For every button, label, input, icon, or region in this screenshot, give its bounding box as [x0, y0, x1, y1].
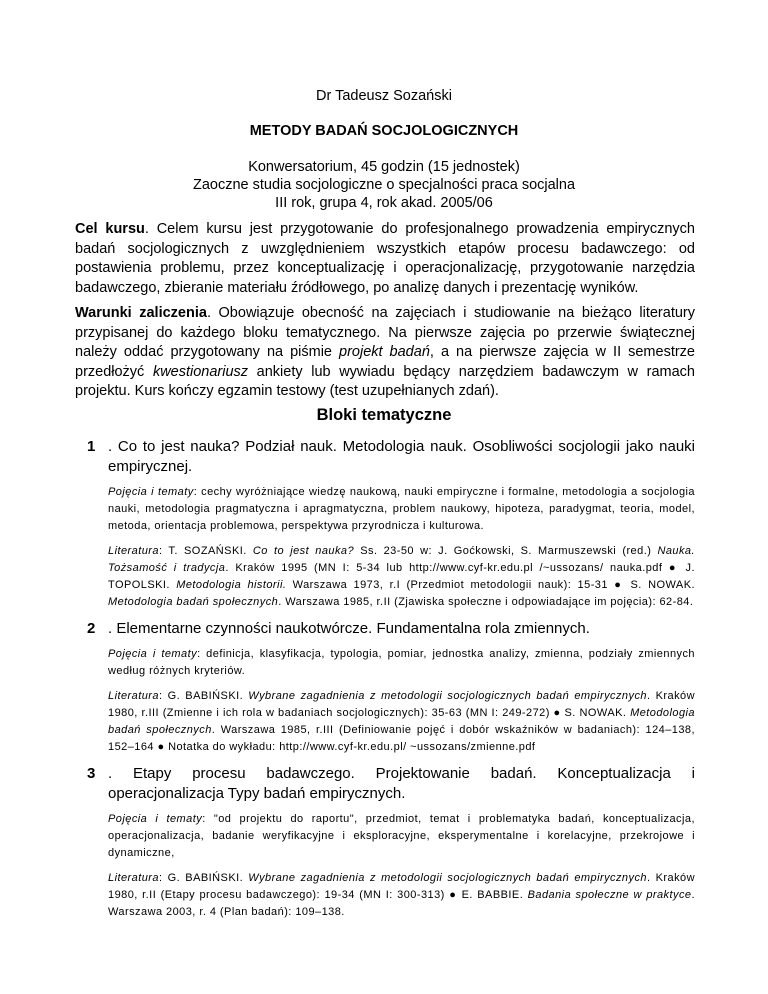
literature-label: Literatura: [108, 690, 159, 702]
blocks-section-title: Bloki tematyczne: [316, 406, 452, 424]
conditions-emphasis: kwestionariusz: [152, 363, 249, 380]
block-topics: [108, 484, 695, 535]
topics-text: : definicja, klasyfikacja, typologia, pomiar, jednostka analizy, zmienna, podziały zmiennych według różnych kryteriów.: [108, 648, 695, 677]
literature-title: Metodologia badań społecznych: [108, 707, 695, 736]
literature-title: Wybrane zagadnienia z metodologii socjologicznych badań empirycznych: [248, 872, 647, 884]
literature-text: : G. BABIŃSKI.: [158, 690, 249, 702]
literature-text: . Kraków 1980, r.II (Etapy procesu badawczego): 19-34 (MN I: 300-313) ● E. BABBIE.: [108, 872, 695, 901]
literature-title: Wybrane zagadnienia z metodologii socjologicznych badań empirycznych: [248, 690, 647, 702]
course-info: [0, 158, 768, 212]
course-goal-lead: Cel kursu: [75, 221, 145, 237]
literature-text: : G. BABIŃSKI.: [158, 872, 249, 884]
conditions-text: , a na pierwsze zajęcia w II semestrze przedłożyć: [75, 344, 696, 380]
conditions-emphasis: projekt badań: [339, 344, 430, 360]
course-goal-text: . Celem kursu jest przygotowanie do profesjonalnego prowadzenia empirycznych badań socjologicznych z uwzględnieniem wszystkich etapów procesu badawczego: od postawienia problemu, przez konceptualizację i operacjonalizację, przygotowanie narzędzia badawczego, zbieranie materiału źródłowego, po analizę danych i prezentację wyników.: [75, 221, 695, 296]
conditions-text: ankiety lub wywiadu będący narzędziem badawczym w ramach projektu. Kurs kończy egzamin testowy (test uzupełnianych zdań).: [75, 363, 695, 399]
literature-title: Metodologia historii.: [176, 579, 287, 591]
course-info-line: Konwersatorium, 45 godzin (15 jednostek): [248, 159, 520, 175]
thematic-block: [87, 619, 695, 756]
literature-text: Ss. 23-50 w: J. Goćkowski, S. Marmuszewski (red.): [354, 545, 658, 557]
topics-label: Pojęcia i tematy: [108, 813, 203, 825]
literature-label: Literatura: [108, 872, 159, 884]
literature-text: . Warszawa 1985, r.III (Definiowanie pojęć i dobór wskaźników w badaniach): 124–138, 152–164 ● Notatka do wykładu: http://www.cyf-kr.edu.pl/ ~ussozans/zmienne.pdf: [108, 724, 695, 753]
block-heading-text: . Elementarne czynności naukotwórcze. Fundamentalna rola zmiennych.: [108, 620, 590, 637]
literature-text: . Warszawa 1985, r.II (Zjawiska społeczne i odpowiadające im pojęcia): 62-84.: [278, 596, 694, 608]
conditions-lead: Warunki zaliczenia: [75, 305, 207, 321]
literature-title: Badania społeczne w praktyce: [527, 889, 692, 901]
course-info-line: III rok, grupa 4, rok akad. 2005/06: [275, 195, 493, 211]
literature-text: . Warszawa 2003, r. 4 (Plan badań): 109–138.: [108, 889, 696, 918]
topics-text: : "od projektu do raportu", przedmiot, temat i problematyka badań, konceptualizacja, operacjonalizacja, badanie weryfikacyjne i eksploracyjne, eksperymentalne i korelacyjne, przekrojowe i dynamiczne,: [108, 813, 695, 859]
course-goal-paragraph: [75, 220, 695, 298]
thematic-block: [87, 764, 695, 921]
literature-text: : T. SOZAŃSKI.: [158, 545, 253, 557]
block-heading: [87, 619, 695, 639]
literature-title: Metodologia badań społecznych: [108, 596, 279, 608]
literature-title: Co to jest nauka?: [252, 545, 355, 557]
conditions-paragraph: [75, 304, 695, 402]
literature-text: . Kraków 1995 (MN I: 5-34 lub http://www.cyf-kr.edu.pl /~ussozans/ nauka.pdf ● J. TOPOLSKI.: [108, 562, 695, 591]
author-line: Dr Tadeusz Sozański: [316, 88, 452, 104]
conditions-text: . Obowiązuje obecność na zajęciach i studiowanie na bieżąco literatury przypisanej do każdego bloku tematycznego. Na pierwsze zajęcia po przerwie świątecznej należy oddać przygotowany na piśmie: [75, 305, 695, 360]
topics-label: Pojęcia i tematy: [108, 648, 198, 660]
thematic-block: [87, 437, 695, 611]
topics-label: Pojęcia i tematy: [108, 486, 194, 498]
block-literature: [108, 870, 695, 921]
block-literature: [108, 543, 695, 611]
block-heading: [87, 437, 695, 477]
blocks-list: [87, 437, 695, 929]
topics-text: : cechy wyróżniające wiedzę naukową, nauki empiryczne i formalne, metodologia a socjologia nauki, metodologia pragmatyczna i apragmatyczna, problem naukowy, hipoteza, paradygmat, teoria, model, metoda, orientacja problemowa, perspektywa przyrodnicza i kulturowa.: [108, 486, 695, 532]
block-number: 3: [87, 765, 96, 782]
literature-title: Nauka. Tożsamość i tradycja: [108, 545, 696, 574]
block-number: 1: [87, 438, 96, 455]
literature-text: Warszawa 1973, r.I (Przedmiot metodologii nauk): 15-31 ● S. NOWAK.: [286, 579, 695, 591]
block-literature: [108, 688, 695, 756]
literature-label: Literatura: [108, 545, 159, 557]
block-heading-text: . Etapy procesu badawczego. Projektowanie badań. Konceptualizacja i operacjonalizacja Typy badań empirycznych.: [108, 765, 695, 802]
literature-text: . Kraków 1980, r.III (Zmienne i ich rola w badaniach socjologicznych): 35-63 (MN I: 249-272) ● S. NOWAK.: [108, 690, 695, 719]
block-topics: [108, 646, 695, 680]
course-title: METODY BADAŃ SOCJOLOGICZNYCH: [249, 123, 519, 139]
block-heading-text: . Co to jest nauka? Podział nauk. Metodologia nauk. Osobliwości socjologii jako nauki empirycznej.: [108, 438, 695, 475]
course-info-line: Zaoczne studia socjologiczne o specjalności praca socjalna: [192, 177, 576, 193]
block-topics: [108, 811, 695, 862]
block-heading: [87, 764, 695, 804]
block-number: 2: [87, 620, 96, 637]
